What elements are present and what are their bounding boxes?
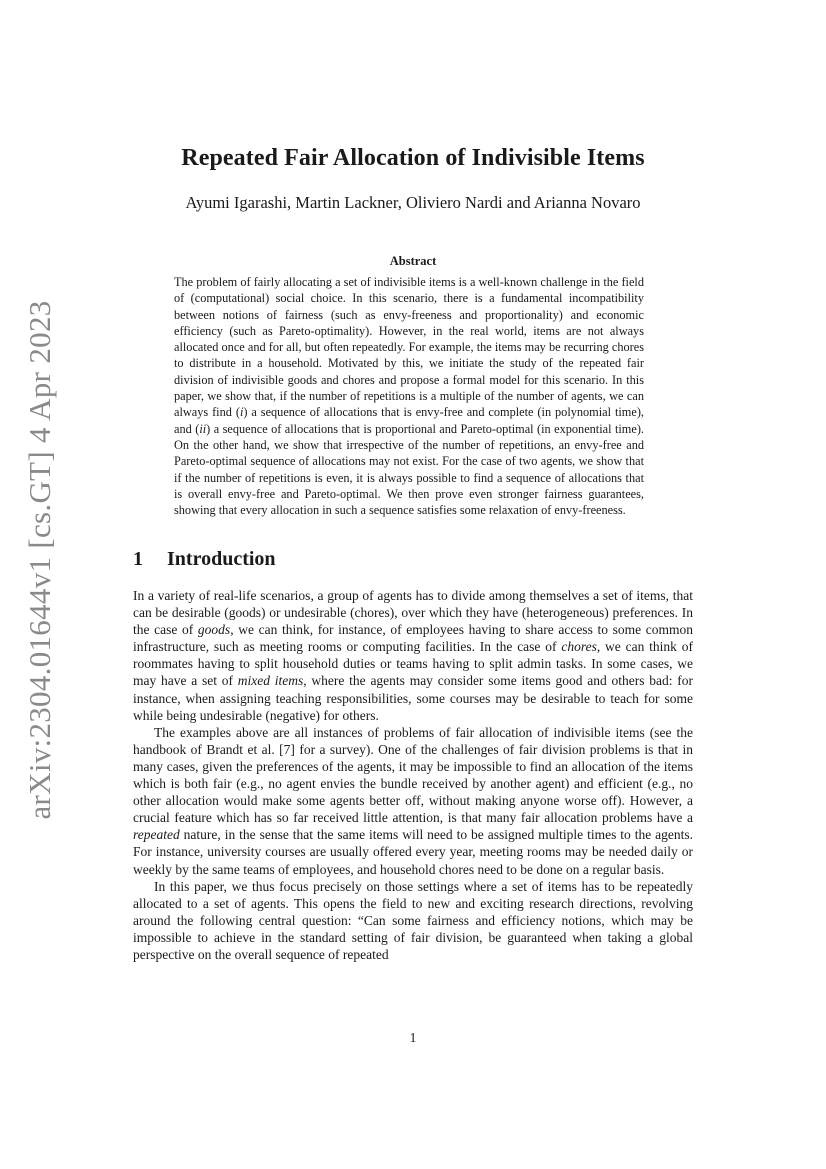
author-list: Ayumi Igarashi, Martin Lackner, Oliviero Nardi and Arianna Novaro [185, 193, 641, 212]
section-title: Introduction [167, 548, 276, 570]
text-run: , we can think, for instance, of employees having to share access to some common infrastructure, such as meeting rooms or computing facilities. In the case of [133, 622, 694, 655]
paragraph [133, 878, 693, 963]
emphasis: mixed items [237, 673, 304, 689]
abstract-heading: Abstract [389, 254, 437, 268]
paper-title: Repeated Fair Allocation of Indivisible Items [181, 145, 645, 171]
introduction-body [133, 587, 693, 963]
abstract-body [174, 274, 644, 518]
text-run: In this paper, we thus focus precisely on those settings where a set of items has to be repeatedly allocated to a set of agents. This opens the field to new and exciting research directions, revolving around the following central question: “Can some fairness and efficiency notions, which may be impossible to achieve in the standard setting of fair division, be guaranteed when taking a global perspective on the overall sequence of repeated [133, 878, 693, 962]
section-number: 1 [133, 548, 143, 570]
paragraph [133, 724, 693, 878]
text-run: nature, in the sense that the same items will need to be assigned multiple times to the agents. For instance, university courses are usually offered every year, meeting rooms may be needed daily or weekly by the same teams of employees, and household chores need to be done on a regular basis. [133, 827, 693, 877]
emphasis: goods [197, 622, 231, 638]
arxiv-identifier: arXiv:2304.01644v1 [cs.GT] 4 Apr 2023 [22, 300, 57, 820]
text-run: , we can think of roommates having to split household duties or teams having to split admin tasks. In some cases, we may have a set of [133, 639, 693, 689]
text-run: , where the agents may consider some items good and others bad: for instance, when assigning teaching responsibilities, some courses may be desirable to teach for some while being undesirable (negative) for others. [133, 673, 693, 723]
emphasis: repeated [133, 827, 180, 843]
abstract-marker: i [239, 405, 244, 420]
abstract-marker: ii [199, 421, 207, 436]
page-number: 1 [409, 1030, 417, 1045]
arxiv-stamp [0, 0, 57, 820]
abstract-text: ) a sequence of allocations that is proportional and Pareto-optimal (in exponential time). On the other hand, we show that irrespective of the number of repetitions, an envy-free and Pareto-optimal sequence of allocations may not exist. For the case of two agents, we show that if the number of repetitions is even, it is always possible to find a sequence of allocations that is overall envy-free and Pareto-optimal. We then prove even stronger fairness guarantees, showing that every allocation in such a sequence satisfies some relaxation of envy-freeness. [174, 421, 644, 518]
paragraph [133, 587, 693, 724]
abstract-text: The problem of fairly allocating a set of indivisible items is a well-known challenge in the field of (computational) social choice. In this scenario, there is a fundamental incompatibility between notions of fairness (such as envy-freeness and proportionality) and economic efficiency (such as Pareto-optimality). However, in the real world, items are not always allocated once and for all, but often repeatedly. For example, the items may be recurring chores to distribute in a household. Motivated by this, we initiate the study of the repeated fair division of indivisible goods and chores and propose a formal model for this scenario. In this paper, we show that, if the number of repetitions is a multiple of the number of agents, we can always find ( [174, 275, 644, 420]
text-run: In a variety of real-life scenarios, a group of agents has to divide among themselves a set of items, that can be desirable (goods) or undesirable (chores), over which they have (heterogeneous) preferences. In the case of [133, 588, 693, 638]
emphasis: chores [561, 639, 597, 655]
abstract-text: ) a sequence of allocations that is envy-free and complete (in polynomial time), and ( [174, 405, 645, 436]
text-run: The examples above are all instances of problems of fair allocation of indivisible items (see the handbook of Brandt et al. [7] for a survey). One of the challenges of fair division problems is that in many cases, given the preferences of the agents, it may be impossible to find an allocation of the items which is both fair (e.g., no agent envies the bundle received by another agent) and efficient (e.g., no other allocation would make some agents better off, without making anyone worse off). However, a crucial feature which has so far received little attention, is that many fair allocation problems have a [133, 724, 693, 826]
section-heading [133, 548, 276, 571]
